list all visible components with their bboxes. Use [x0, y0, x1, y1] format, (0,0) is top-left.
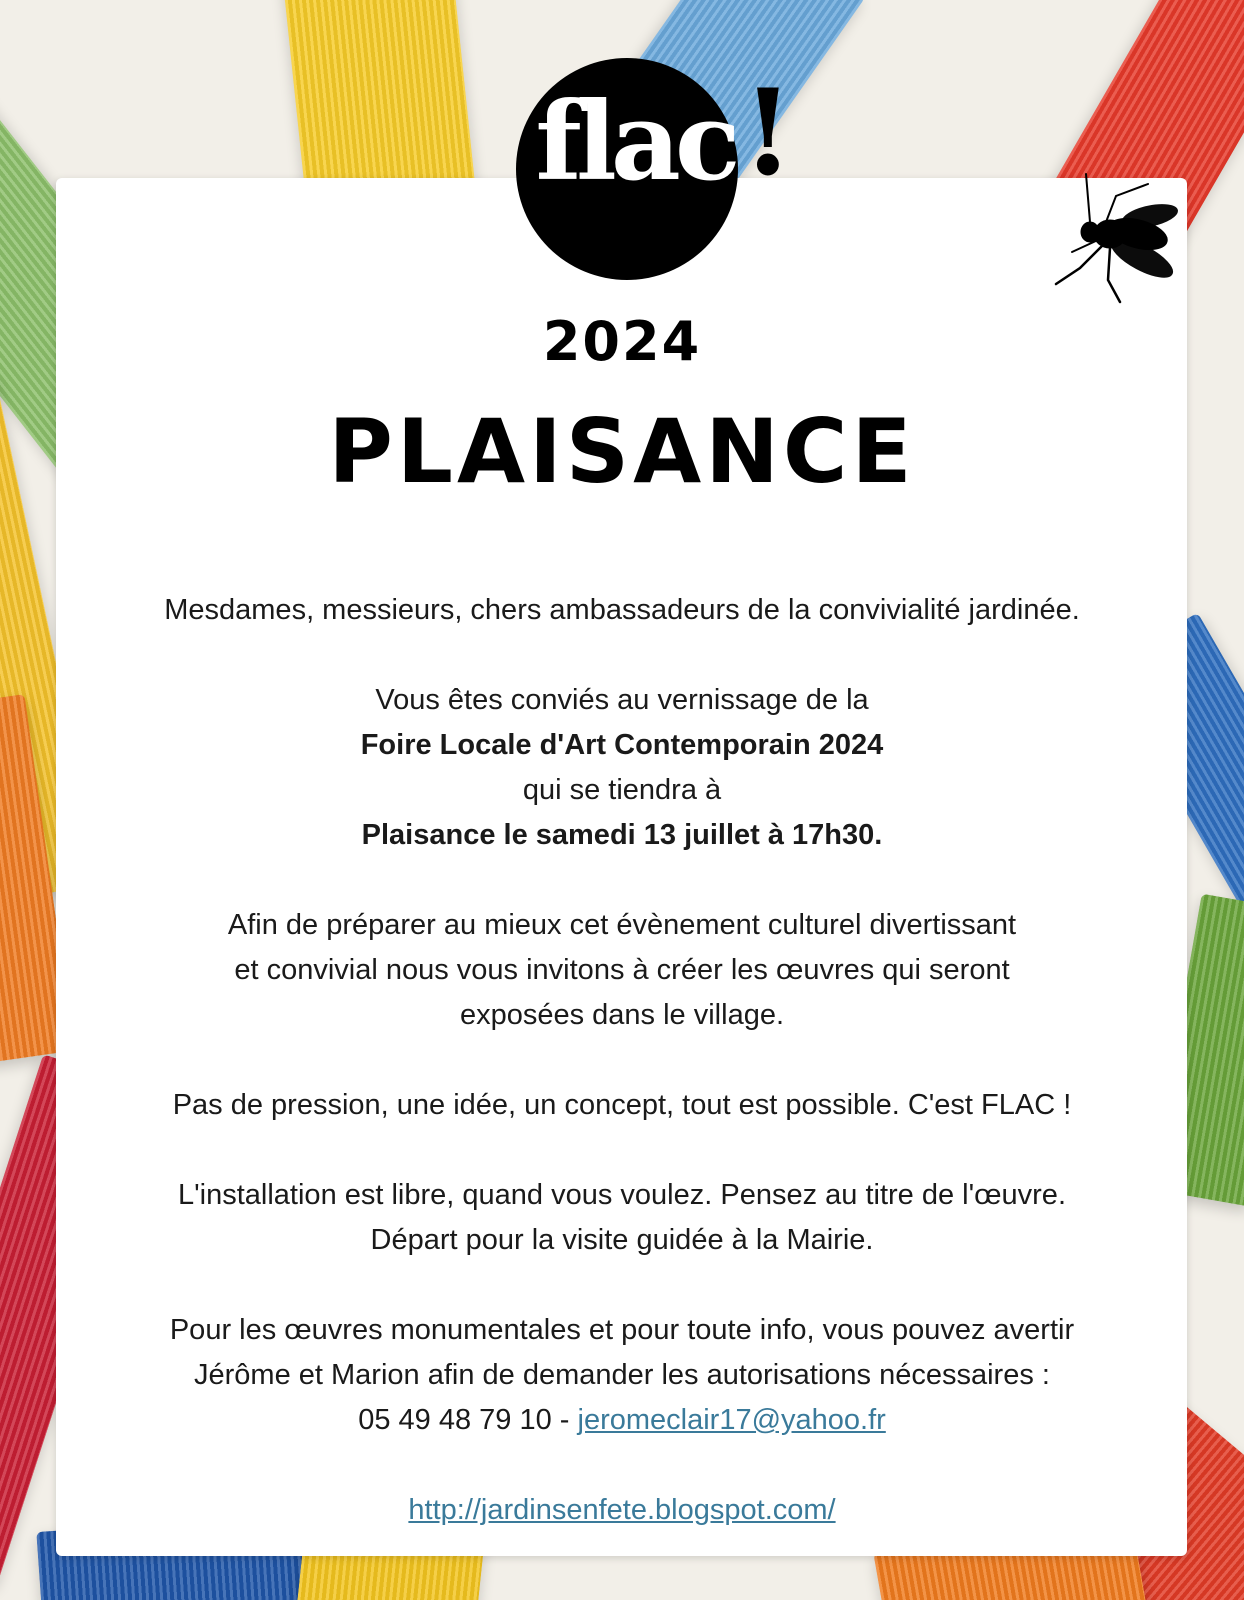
- pressure-paragraph: Pas de pression, une idée, un concept, tout est possible. C'est FLAC !: [172, 1089, 1072, 1121]
- install-paragraph: L'installation est libre, quand vous voulez. Pensez au titre de l'œuvre. Départ pour la visite guidée à la Mairie.: [178, 1179, 1066, 1256]
- website-link[interactable]: http://jardinsenfete.blogspot.com/: [408, 1494, 836, 1526]
- prepare-paragraph: Afin de préparer au mieux cet évènement culturel divertissant et convivial nous vous invitons à créer les œuvres qui seront exposées dans le village.: [227, 909, 1017, 1031]
- event-year: 2024: [542, 310, 702, 373]
- website-paragraph: [70, 1488, 1174, 1533]
- logo-word: flac: [535, 79, 735, 205]
- logo-exclamation: !: [742, 63, 794, 202]
- event-place-date: Plaisance le samedi 13 juillet à 17h30.: [361, 819, 883, 851]
- invitation-line: Vous êtes conviés au vernissage de la: [375, 684, 869, 716]
- invitation-text: [70, 588, 1174, 1578]
- contact-paragraph: Pour les œuvres monumentales et pour toute info, vous pouvez avertir Jérôme et Marion afin de demander les autorisations nécessaires : 05 49 48 79 10 - jeromeclair17@yahoo.fr: [169, 1314, 1075, 1436]
- greeting: Mesdames, messieurs, chers ambassadeurs de la convivialité jardinée.: [164, 594, 1080, 626]
- event-title: PLAISANCE: [328, 400, 916, 503]
- contact-phone: 05 49 48 79 10 -: [358, 1404, 578, 1436]
- fly-icon: [1050, 172, 1190, 312]
- invitation-line: qui se tiendra à: [522, 774, 722, 806]
- contact-email-link[interactable]: jeromeclair17@yahoo.fr: [577, 1404, 886, 1436]
- event-name: Foire Locale d'Art Contemporain 2024: [360, 729, 884, 761]
- invitation-paragraph: [70, 678, 1174, 858]
